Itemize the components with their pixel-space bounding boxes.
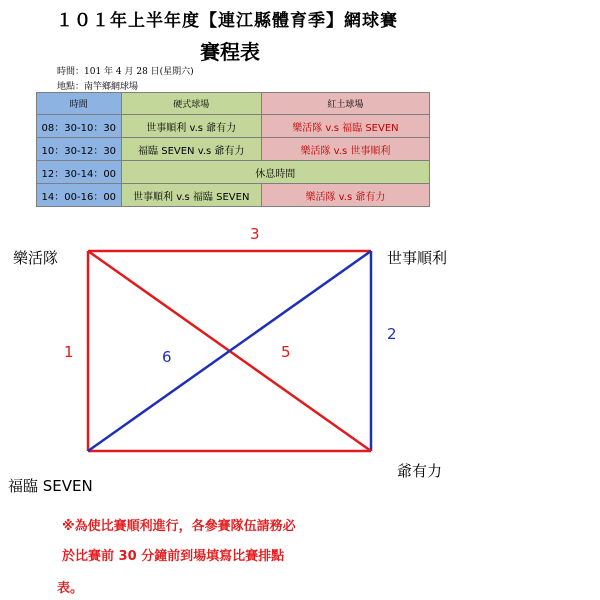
row-hard-match: 福臨 SEVEN v.s 爺有力 [121, 138, 261, 161]
team-bottom-right: 爺有力 [397, 462, 443, 480]
event-location: 地點：南竿鄉網球場 [57, 82, 139, 92]
schedule-row [37, 138, 430, 161]
schedule-row [37, 115, 430, 138]
edge-label-right: 2 [387, 325, 397, 343]
notice-line-3: 表。 [57, 581, 84, 596]
team-top-right: 世事順利 [387, 249, 448, 267]
schedule-table [36, 92, 430, 207]
header-time: 時間 [37, 93, 122, 115]
row-clay-match: 樂活隊 v.s 世事順利 [261, 138, 429, 161]
match-diagram [0, 220, 600, 490]
notice-line-2: 於比賽前 30 分鐘前到場填寫比賽排點 [62, 549, 285, 564]
row-time: 10：30-12：30 [37, 138, 122, 161]
page-title: １０１年上半年度【連江縣體育季】網球賽 [56, 11, 398, 31]
schedule-row [37, 161, 430, 184]
team-top-left: 樂活隊 [13, 249, 59, 267]
row-hard-match: 世事順利 v.s 福臨 SEVEN [121, 184, 261, 207]
row-rest-break: 休息時間 [121, 161, 429, 184]
schedule-row [37, 184, 430, 207]
edge-label-diagonal-red: 5 [281, 343, 291, 361]
team-bottom-left: 福臨 SEVEN [8, 477, 93, 495]
event-time: 時間：101 年 4 月 28 日(星期六) [57, 67, 194, 77]
row-clay-match: 樂活隊 v.s 福臨 SEVEN [261, 115, 429, 138]
edge-label-diagonal-blue: 6 [162, 348, 172, 366]
header-clay-court: 紅土球場 [261, 93, 429, 115]
header-hard-court: 硬式球場 [121, 93, 261, 115]
row-clay-match: 樂活隊 v.s 爺有力 [261, 184, 429, 207]
row-time: 12：30-14：00 [37, 161, 122, 184]
row-time: 14：00-16：00 [37, 184, 122, 207]
row-time: 08：30-10：30 [37, 115, 122, 138]
edge-label-top: 3 [250, 225, 260, 243]
schedule-header-row [37, 93, 430, 115]
page-subtitle: 賽程表 [200, 40, 260, 64]
notice-line-1: ※為使比賽順利進行，各參賽隊伍請務必 [62, 519, 296, 534]
edge-label-left: 1 [64, 343, 74, 361]
row-hard-match: 世事順利 v.s 爺有力 [121, 115, 261, 138]
